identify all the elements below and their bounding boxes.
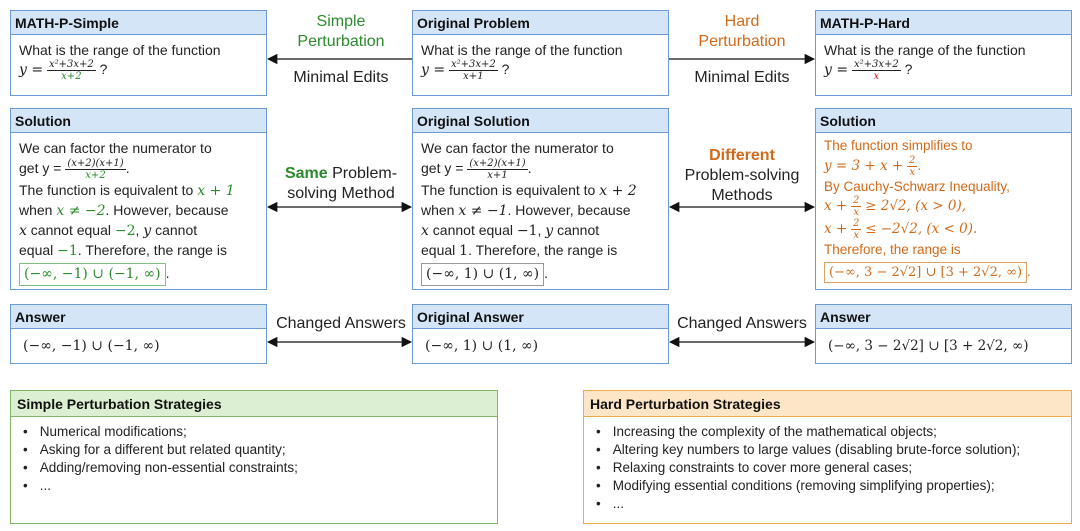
- minimal-edits-left-label: Minimal Edits: [293, 69, 389, 86]
- simple-solution-range: (−∞, −1) ∪ (−1, ∞): [19, 263, 166, 286]
- original-question-text: What is the range of the function: [421, 42, 623, 58]
- list-item: • Adding/removing non-essential constraints;: [23, 459, 487, 477]
- list-item: • Relaxing constraints to cover more general cases;: [596, 459, 1061, 477]
- hard-solution-range: (−∞, 3 − 2√2] ∪ [3 + 2√2, ∞): [824, 262, 1027, 284]
- list-item: • ...: [23, 477, 487, 495]
- same-method-label: Same Problem- solving Method: [284, 165, 398, 202]
- simple-solution-title: Solution: [11, 109, 266, 133]
- original-problem-title: Original Problem: [413, 11, 668, 35]
- hard-answer-value: (−∞, 3 − 2√2] ∪ [3 + 2√2, ∞): [828, 338, 1029, 354]
- hard-perturbation-label: Hard Perturbation: [698, 13, 786, 50]
- simple-solution-box: Solution We can factor the numerator to get y = $\frac{(x+2)(x+1)}{x+2}$ . The function is equivalent to x + 1 when x ≠ −2. However, because x cannot equal −2, y cannot equal −1. Therefore, the range is (−∞, −1) ∪ (−1, ∞) .: [10, 108, 267, 290]
- list-item: • Modifying essential conditions (removing simplifying properties);: [596, 477, 1061, 495]
- list-item: • Increasing the complexity of the mathematical objects;: [596, 423, 1061, 441]
- list-item: • Asking for a different but related quantity;: [23, 441, 487, 459]
- original-question-formula: y = $\frac{\text{x²+3x+2}}{x+1}$ ?: [421, 59, 510, 82]
- minimal-edits-right-label: Minimal Edits: [694, 69, 790, 86]
- list-item: • Altering key numbers to large values (disabling brute-force solution);: [596, 441, 1061, 459]
- original-answer-value: (−∞, 1) ∪ (1, ∞): [425, 338, 539, 354]
- changed-answers-right-label: Changed Answers: [677, 315, 807, 332]
- changed-answers-left-label: Changed Answers: [276, 315, 406, 332]
- hard-solution-box: Solution The function simplifies to y = 3 + x + $\frac{2}{x}$ . By Cauchy-Schwarz Inequality, x + $\frac{2}{x}$ ≥ 2√2, (x > 0), x + $\frac{2}{x}$ ≤ −2√2, (x < 0). Therefore, the range is (−∞, 3 − 2√2] ∪ [3 + 2√2, ∞) .: [815, 108, 1072, 290]
- simple-perturbation-label: Simple Perturbation: [297, 13, 385, 50]
- list-item: • Numerical modifications;: [23, 423, 487, 441]
- list-item: • ...: [596, 495, 1061, 513]
- simple-strategies-title: Simple Perturbation Strategies: [11, 391, 497, 417]
- original-solution-title: Original Solution: [413, 109, 668, 133]
- different-methods-label: Different Problem-solving Methods: [684, 147, 800, 204]
- original-solution-range: (−∞, 1) ∪ (1, ∞): [421, 263, 544, 286]
- original-answer-title: Original Answer: [413, 305, 668, 329]
- simple-question-formula: y = $\frac{\text{x²+3x+2}}{x+2}$ ?: [19, 59, 108, 82]
- simple-answer-title: Answer: [11, 305, 266, 329]
- simple-answer-value: (−∞, −1) ∪ (−1, ∞): [23, 338, 160, 354]
- original-solution-box: Original Solution We can factor the numerator to get y = $\frac{(x+2)(x+1)}{x+1}$ . The function is equivalent to x + 2 when x ≠ −1. However, because x cannot equal −1, y cannot equal 1. Therefore, the range is (−∞, 1) ∪ (1, ∞) .: [412, 108, 669, 290]
- hard-solution-title: Solution: [816, 109, 1071, 133]
- hard-answer-title: Answer: [816, 305, 1071, 329]
- hard-question-formula: y = $\frac{\text{x²+3x+2}}{x}$ ?: [824, 59, 913, 82]
- hard-problem-title: MATH-P-Hard: [816, 11, 1071, 35]
- simple-problem-title: MATH-P-Simple: [11, 11, 266, 35]
- hard-question-text: What is the range of the function: [824, 42, 1026, 58]
- simple-question-text: What is the range of the function: [19, 42, 221, 58]
- hard-strategies-title: Hard Perturbation Strategies: [584, 391, 1071, 417]
